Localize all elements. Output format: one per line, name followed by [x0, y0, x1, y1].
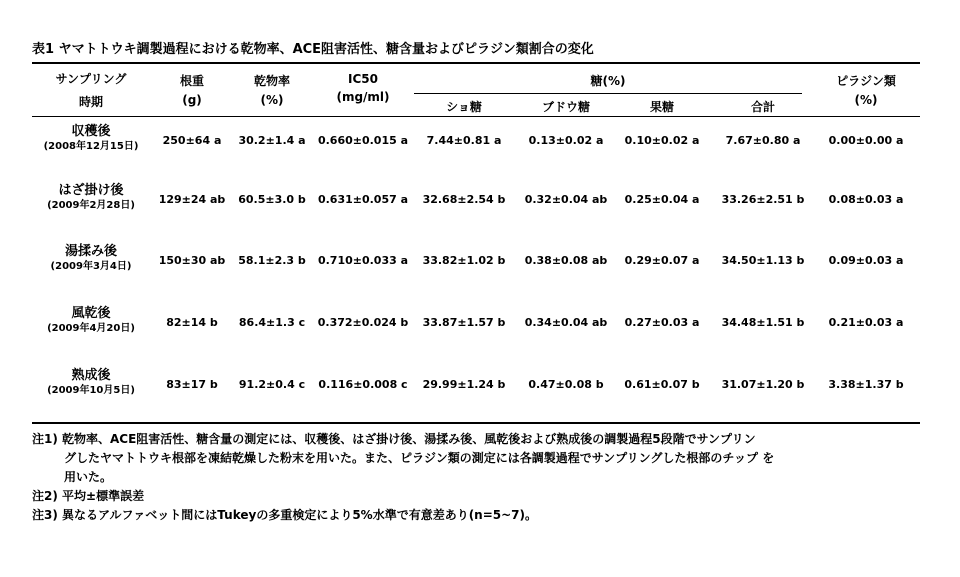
table-cell: 0.10±0.02 a: [624, 134, 700, 147]
table-cell: 33.26±2.51 b: [721, 193, 805, 206]
table-cell: 33.82±1.02 b: [422, 254, 506, 267]
header-fructose: 果糖: [649, 100, 674, 114]
table-cell: 34.50±1.13 b: [721, 254, 805, 267]
table-cell: 58.1±2.3 b: [238, 254, 306, 267]
table-cell: 0.116±0.008 c: [318, 378, 408, 391]
table-cell: 0.660±0.015 a: [317, 134, 409, 147]
sugar-group-rule: [414, 93, 802, 94]
table-cell: 0.21±0.03 a: [828, 316, 904, 329]
table-cell: 0.29±0.07 a: [624, 254, 700, 267]
header-ic50-line2: (mg/ml): [336, 90, 390, 104]
table-cell: 32.68±2.54 b: [422, 193, 506, 206]
footnotes: [32, 430, 920, 525]
stage-label: [32, 306, 150, 336]
table-cell: 31.07±1.20 b: [721, 378, 805, 391]
stage-name: 風乾後: [71, 306, 111, 321]
stage-name: 熟成後: [71, 368, 111, 383]
stage-date: (2009年10月5日): [47, 385, 135, 396]
table-cell: 0.61±0.07 b: [624, 378, 700, 391]
stage-label: [32, 183, 150, 213]
table-cell: 0.13±0.02 a: [528, 134, 604, 147]
table-cell: 30.2±1.4 a: [238, 134, 306, 147]
header-dry-matter-line1: 乾物率: [253, 74, 290, 88]
table-cell: 0.47±0.08 b: [528, 378, 604, 391]
table-cell: 0.09±0.03 a: [828, 254, 904, 267]
top-rule: [32, 62, 920, 64]
header-ic50-line1: IC50: [348, 72, 378, 86]
table-cell: 0.27±0.03 a: [624, 316, 700, 329]
header-sugar-group: 糖(%): [590, 74, 626, 88]
table-cell: 0.32±0.04 ab: [524, 193, 608, 206]
table-cell: 83±17 b: [166, 378, 218, 391]
note-2: 注2) 平均±標準誤差: [32, 489, 145, 503]
header-sampling-line2: 時期: [78, 95, 103, 109]
table-cell: 7.44±0.81 a: [426, 134, 502, 147]
table-cell: 150±30 ab: [158, 254, 226, 267]
header-bottom-rule: [32, 116, 920, 117]
header-root-weight-line2: (g): [182, 93, 202, 107]
table-cell: 0.08±0.03 a: [828, 193, 904, 206]
bottom-rule: [32, 422, 920, 424]
header-ic50: [316, 72, 410, 104]
table-cell: 0.38±0.08 ab: [524, 254, 608, 267]
note-1-line-1: 注1) 乾物率、ACE阻害活性、糖含量の測定には、収穫後、はざ掛け後、湯揉み後、風乾後および熟成後の調製過程5段階でサンプリン: [32, 432, 756, 446]
header-total: 合計: [750, 100, 775, 114]
header-pyrazine-line1: ピラジン類: [836, 74, 896, 88]
table-cell: 91.2±0.4 c: [238, 378, 306, 391]
table-cell: 3.38±1.37 b: [828, 378, 904, 391]
stage-date: (2009年4月20日): [47, 323, 135, 334]
table-cell: 129±24 ab: [158, 193, 226, 206]
header-sucrose: ショ糖: [446, 100, 482, 114]
table-cell: 0.00±0.00 a: [828, 134, 904, 147]
stage-label: [32, 368, 150, 398]
header-pyrazine-line2: (%): [854, 93, 878, 107]
table-cell: 33.87±1.57 b: [422, 316, 506, 329]
note-1-line-2: グしたヤマトトウキ根部を凍結乾燥した粉末を用いた。また、ピラジン類の測定には各調製過程でサンプリングした根部のチップ を: [64, 451, 775, 465]
stage-name: 収穫後: [71, 124, 111, 139]
stage-date: (2009年3月4日): [50, 261, 132, 272]
table-cell: 0.372±0.024 b: [317, 316, 409, 329]
table-cell: 0.25±0.04 a: [624, 193, 700, 206]
header-sampling-line1: サンプリング: [55, 72, 127, 86]
header-sampling: [32, 70, 150, 110]
header-pyrazine: [812, 72, 920, 107]
table-cell: 60.5±3.0 b: [238, 193, 306, 206]
table-cell: 0.34±0.04 ab: [524, 316, 608, 329]
table-cell: 7.67±0.80 a: [725, 134, 801, 147]
header-glucose: ブドウ糖: [541, 100, 590, 114]
table-title: 表1 ヤマトトウキ調製過程における乾物率、ACE阻害活性、糖含量およびピラジン類割合の変化: [32, 42, 594, 57]
stage-name: はざ掛け後: [58, 183, 124, 198]
header-root-weight-line1: 根重: [179, 74, 204, 88]
header-root-weight: [156, 72, 228, 107]
note-3: 注3) 異なるアルファベット間にはTukeyの多重検定により5%水準で有意差あり(n=5~7)。: [32, 508, 538, 522]
stage-name: 湯揉み後: [64, 244, 117, 259]
table-cell: 250±64 a: [162, 134, 222, 147]
table-cell: 82±14 b: [166, 316, 218, 329]
table-cell: 0.710±0.033 a: [317, 254, 409, 267]
table-cell: 34.48±1.51 b: [721, 316, 805, 329]
header-dry-matter-line2: (%): [260, 93, 284, 107]
note-1-line-3: 用いた。: [64, 470, 113, 484]
stage-label: [32, 244, 150, 274]
stage-date: (2009年2月28日): [47, 200, 135, 211]
table-cell: 86.4±1.3 c: [238, 316, 306, 329]
table-cell: 29.99±1.24 b: [422, 378, 506, 391]
header-dry-matter: [232, 72, 312, 107]
stage-date: (2008年12月15日): [43, 141, 139, 152]
stage-label: [32, 124, 150, 154]
table-cell: 0.631±0.057 a: [317, 193, 409, 206]
